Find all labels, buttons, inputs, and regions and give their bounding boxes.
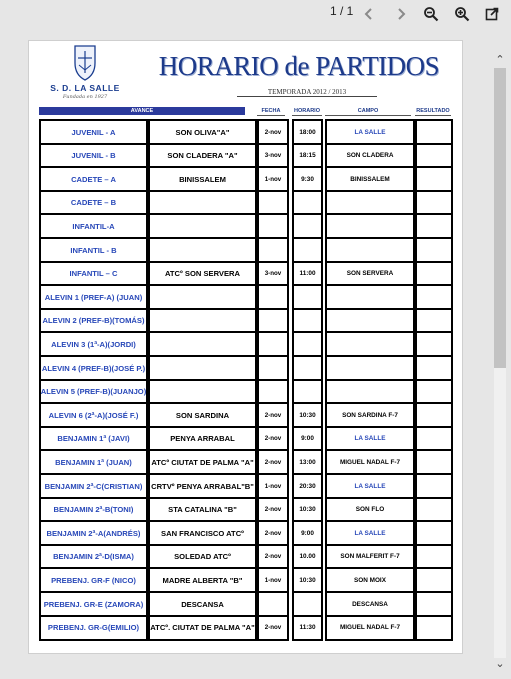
time-cell xyxy=(292,213,323,239)
date-cell: 2-nov xyxy=(257,426,289,452)
field-cell xyxy=(325,331,415,357)
table-row xyxy=(39,473,451,497)
time-cell xyxy=(292,379,323,405)
open-external-icon xyxy=(485,7,499,21)
zoom-out-icon xyxy=(423,6,439,22)
result-cell xyxy=(415,567,453,593)
date-cell xyxy=(257,379,289,405)
pdf-page xyxy=(28,40,463,654)
table-row xyxy=(39,520,451,544)
rival-cell: MADRE ALBERTA "B" xyxy=(148,567,257,593)
zoom-out-button[interactable] xyxy=(420,3,442,25)
rival-cell xyxy=(148,237,257,263)
field-cell: LA SALLE xyxy=(325,426,415,452)
field-cell xyxy=(325,308,415,334)
header-fecha: FECHA xyxy=(257,107,285,116)
date-cell: 3-nov xyxy=(257,143,289,169)
team-cell: PREBENJ. GR-F (NICO) xyxy=(39,567,148,593)
team-cell: BENJAMIN 2ª-D(ISMA) xyxy=(39,544,148,570)
result-cell xyxy=(415,426,453,452)
date-cell: 2-nov xyxy=(257,520,289,546)
team-cell: INFANTIL – C xyxy=(39,261,148,287)
table-row xyxy=(39,402,451,426)
table-row xyxy=(39,213,451,237)
time-cell: 10:30 xyxy=(292,402,323,428)
table-row xyxy=(39,284,451,308)
scroll-up-arrow[interactable] xyxy=(493,52,507,66)
rival-cell: STA CATALINA "B" xyxy=(148,497,257,523)
result-cell xyxy=(415,615,453,641)
time-cell: 11:30 xyxy=(292,615,323,641)
team-cell: JUVENIL - A xyxy=(39,119,148,145)
time-cell xyxy=(292,190,323,216)
result-cell xyxy=(415,379,453,405)
scroll-down-arrow[interactable] xyxy=(493,656,507,670)
time-cell xyxy=(292,284,323,310)
season-label: TEMPORADA 2012 / 2013 xyxy=(237,88,377,97)
date-cell: 1-nov xyxy=(257,166,289,192)
table-row xyxy=(39,261,451,285)
rival-cell: SON CLADERA "A" xyxy=(148,143,257,169)
header-horario: HORARIO xyxy=(292,107,322,116)
result-cell xyxy=(415,355,453,381)
table-row xyxy=(39,449,451,473)
field-cell: LA SALLE xyxy=(325,119,415,145)
header-avance: AVANCE xyxy=(39,107,245,115)
table-row xyxy=(39,426,451,450)
team-cell: BENJAMIN 1ª (JAVI) xyxy=(39,426,148,452)
header-campo: CAMPO xyxy=(325,107,411,116)
time-cell: 9:00 xyxy=(292,520,323,546)
time-cell: 10:30 xyxy=(292,497,323,523)
rival-cell: BINISSALEM xyxy=(148,166,257,192)
field-cell: SON SERVERA xyxy=(325,261,415,287)
pdf-toolbar xyxy=(0,0,511,28)
table-row xyxy=(39,237,451,261)
rival-cell: SOLEDAD ATCº xyxy=(148,544,257,570)
field-cell: SON MALFERIT F-7 xyxy=(325,544,415,570)
time-cell: 9:00 xyxy=(292,426,323,452)
result-cell xyxy=(415,190,453,216)
time-cell xyxy=(292,331,323,357)
result-cell xyxy=(415,402,453,428)
date-cell xyxy=(257,591,289,617)
rival-cell xyxy=(148,308,257,334)
header-resultado: RESULTADO xyxy=(416,108,450,114)
result-cell xyxy=(415,166,453,192)
table-row xyxy=(39,190,451,214)
team-cell: ALEVIN 3 (1ª-A)(JORDI) xyxy=(39,331,148,357)
team-cell: ALEVIN 1 (PREF-A) (JUAN) xyxy=(39,284,148,310)
team-cell: PREBENJ. GR-E (ZAMORA) xyxy=(39,591,148,617)
time-cell xyxy=(292,355,323,381)
team-cell: BENJAMIN 2ª-B(TONI) xyxy=(39,497,148,523)
table-row xyxy=(39,544,451,568)
vertical-scrollbar[interactable] xyxy=(493,52,507,672)
rival-cell xyxy=(148,213,257,239)
zoom-in-icon xyxy=(454,6,470,22)
field-cell: SON CLADERA xyxy=(325,143,415,169)
field-cell xyxy=(325,284,415,310)
rival-cell xyxy=(148,331,257,357)
time-cell: 18:00 xyxy=(292,119,323,145)
time-cell: 18:15 xyxy=(292,143,323,169)
rival-cell: CRTVº PENYA ARRABAL"B" xyxy=(148,473,257,499)
table-row xyxy=(39,355,451,379)
date-cell xyxy=(257,355,289,381)
rival-cell: SON OLIVA"A" xyxy=(148,119,257,145)
rival-cell: ATCº CIUTAT DE PALMA "A" xyxy=(148,449,257,475)
table-row xyxy=(39,143,451,167)
date-cell: 2-nov xyxy=(257,497,289,523)
open-external-button[interactable] xyxy=(481,3,503,25)
zoom-in-button[interactable] xyxy=(451,3,473,25)
table-row xyxy=(39,567,451,591)
previous-page-button[interactable] xyxy=(358,3,380,25)
team-cell: ALEVIN 4 (PREF-B)(JOSÉ P.) xyxy=(39,355,148,381)
table-row xyxy=(39,308,451,332)
field-cell xyxy=(325,213,415,239)
time-cell xyxy=(292,591,323,617)
rival-cell: SAN FRANCISCO ATCº xyxy=(148,520,257,546)
date-cell: 3-nov xyxy=(257,261,289,287)
team-cell: ALEVIN 6 (2ª-A)(JOSÉ F.) xyxy=(39,402,148,428)
date-cell: 2-nov xyxy=(257,615,289,641)
date-cell xyxy=(257,213,289,239)
field-cell: BINISSALEM xyxy=(325,166,415,192)
time-cell: 20:30 xyxy=(292,473,323,499)
result-cell xyxy=(415,544,453,570)
team-cell: JUVENIL - B xyxy=(39,143,148,169)
time-cell xyxy=(292,308,323,334)
team-cell: BENJAMIN 2ª-C(CRISTIAN) xyxy=(39,473,148,499)
result-cell xyxy=(415,308,453,334)
result-cell xyxy=(415,520,453,546)
result-cell xyxy=(415,331,453,357)
team-cell: ALEVIN 5 (PREF-B)(JUANJO) xyxy=(39,379,148,405)
field-cell: DESCANSA xyxy=(325,591,415,617)
team-cell: ALEVIN 2 (PREF-B)(TOMÁS) xyxy=(39,308,148,334)
result-cell xyxy=(415,261,453,287)
date-cell: 2-nov xyxy=(257,449,289,475)
date-cell xyxy=(257,237,289,263)
time-cell: 9:30 xyxy=(292,166,323,192)
date-cell: 2-nov xyxy=(257,119,289,145)
result-cell xyxy=(415,237,453,263)
rival-cell xyxy=(148,379,257,405)
date-cell xyxy=(257,190,289,216)
scrollbar-thumb[interactable] xyxy=(494,68,506,368)
rival-cell xyxy=(148,190,257,216)
chevron-down-icon: ⌄ xyxy=(495,657,505,670)
field-cell: MIGUEL NADAL F-7 xyxy=(325,615,415,641)
date-cell xyxy=(257,308,289,334)
rival-cell: ATCº SON SERVERA xyxy=(148,261,257,287)
result-cell xyxy=(415,473,453,499)
table-row xyxy=(39,119,451,143)
result-cell xyxy=(415,497,453,523)
rival-cell: DESCANSA xyxy=(148,591,257,617)
date-cell: 2-nov xyxy=(257,544,289,570)
field-cell: LA SALLE xyxy=(325,473,415,499)
table-row xyxy=(39,166,451,190)
date-cell: 2-nov xyxy=(257,402,289,428)
chevron-right-icon xyxy=(394,7,408,21)
date-cell: 1-nov xyxy=(257,567,289,593)
rival-cell xyxy=(148,284,257,310)
time-cell: 10:30 xyxy=(292,567,323,593)
result-cell xyxy=(415,284,453,310)
result-cell xyxy=(415,449,453,475)
document-title: HORARIO de PARTIDOS xyxy=(158,51,440,81)
rival-cell xyxy=(148,355,257,381)
chevron-left-icon xyxy=(362,7,376,21)
team-cell: INFANTIL-A xyxy=(39,213,148,239)
chevron-up-icon: ⌃ xyxy=(495,53,505,66)
field-cell xyxy=(325,190,415,216)
team-cell: INFANTIL - B xyxy=(39,237,148,263)
field-cell: LA SALLE xyxy=(325,520,415,546)
team-cell: CADETE – A xyxy=(39,166,148,192)
field-cell xyxy=(325,355,415,381)
team-cell: PREBENJ. GR-G(EMILIO) xyxy=(39,615,148,641)
field-cell: MIGUEL NADAL F-7 xyxy=(325,449,415,475)
rival-cell: SON SARDINA xyxy=(148,402,257,428)
result-cell xyxy=(415,143,453,169)
result-cell xyxy=(415,591,453,617)
result-cell xyxy=(415,119,453,145)
club-motto: Fundada en 1927 xyxy=(62,94,108,100)
field-cell xyxy=(325,237,415,263)
team-cell: BENJAMIN 1ª (JUAN) xyxy=(39,449,148,475)
table-row xyxy=(39,615,451,639)
club-name: S. D. LA SALLE xyxy=(50,83,120,93)
table-row xyxy=(39,591,451,615)
field-cell: SON SARDINA F-7 xyxy=(325,402,415,428)
field-cell: SON MOIX xyxy=(325,567,415,593)
time-cell xyxy=(292,237,323,263)
club-shield-icon xyxy=(41,43,129,83)
date-cell: 1-nov xyxy=(257,473,289,499)
result-cell xyxy=(415,213,453,239)
time-cell: 10.00 xyxy=(292,544,323,570)
team-cell: BENJAMIN 2ª-A(ANDRÉS) xyxy=(39,520,148,546)
team-cell: CADETE – B xyxy=(39,190,148,216)
table-row xyxy=(39,331,451,355)
rival-cell: ATCº. CIUTAT DE PALMA "A" xyxy=(148,615,257,641)
field-cell xyxy=(325,379,415,405)
time-cell: 13:00 xyxy=(292,449,323,475)
table-row xyxy=(39,379,451,403)
date-cell xyxy=(257,284,289,310)
time-cell: 11:00 xyxy=(292,261,323,287)
club-logo xyxy=(41,43,129,105)
table-row xyxy=(39,497,451,521)
next-page-button[interactable] xyxy=(390,3,412,25)
rival-cell: PENYA ARRABAL xyxy=(148,426,257,452)
field-cell: SON FLO xyxy=(325,497,415,523)
page-counter: 1 / 1 xyxy=(330,4,354,18)
date-cell xyxy=(257,331,289,357)
